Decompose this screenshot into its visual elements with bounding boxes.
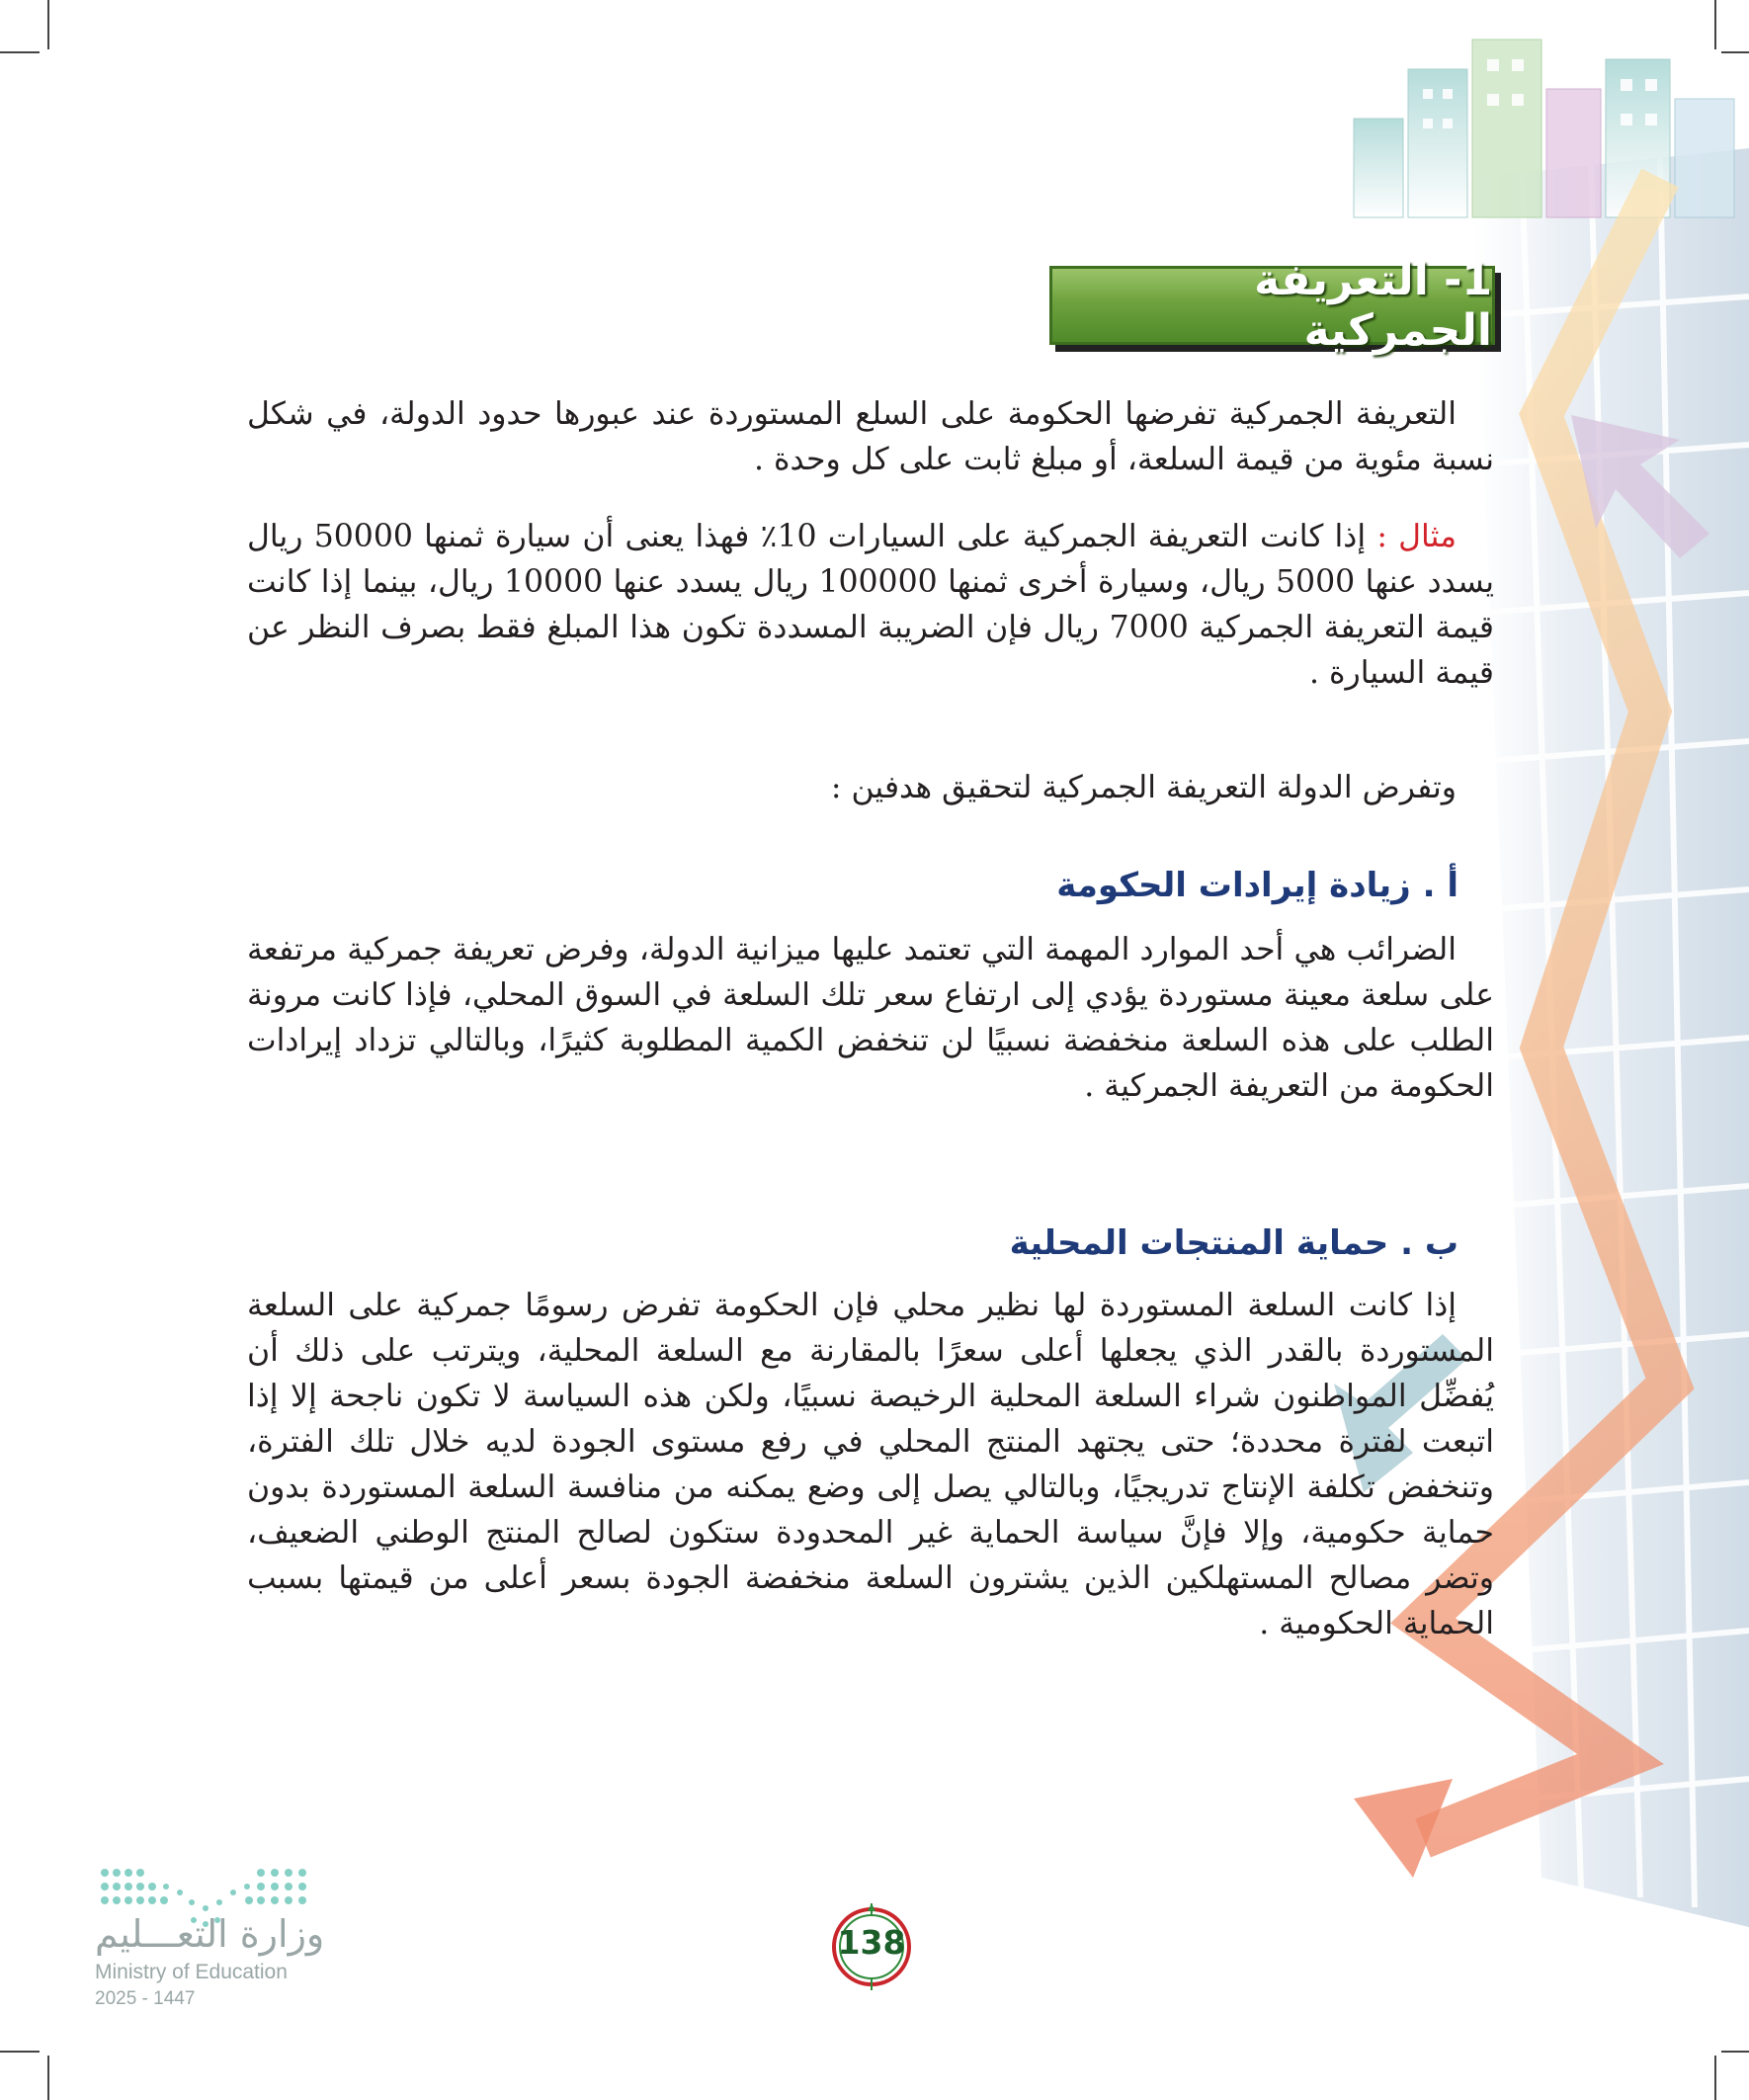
ministry-name-en: Ministry of Education <box>95 1961 288 1983</box>
example-paragraph <box>247 514 1494 696</box>
goal-a-text: الضرائب هي أحد الموارد المهمة التي تعتمد عليها ميزانية الدولة، وفرض تعريفة جمركية مرتفعة على سلعة معينة مستوردة يؤدي إلى ارتفاع سعر تلك السلعة في السوق المحلي، فإذا كانت مرونة الطلب على هذه السلعة منخفضة نسبيًا لن تنخفض الكمية المطلوبة كثيرًا، وبالتالي تزداد إيرادات الحكومة من التعريفة الجمركية . <box>247 932 1494 1104</box>
intro-text: التعريفة الجمركية تفرضها الحكومة على السلع المستوردة عند عبورها حدود الدولة، في شكل نسبة مئوية من قيمة السلعة، أو مبلغ ثابت على كل وحدة . <box>247 396 1494 477</box>
example-label: مثال : <box>1376 519 1458 554</box>
goal-b-paragraph <box>247 1283 1494 1646</box>
goals-sentence <box>247 765 1494 810</box>
goal-a-heading: أ . زيادة إيرادات الحكومة <box>1056 866 1458 905</box>
edition-year: 2025 - 1447 <box>95 1988 196 2009</box>
section-title: 1- التعريفة الجمركية <box>1254 255 1492 356</box>
goals-text: وتفرض الدولة التعريفة الجمركية لتحقيق هدفين : <box>830 770 1457 805</box>
example-text: إذا كانت التعريفة الجمركية على السيارات 10٪ فهذا يعنى أن سيارة ثمنها 50000 ريال يسدد عنها 5000 ريال، وسيارة أخرى ثمنها 100000 ريال يسدد عنها 10000 ريال، بينما إذا كانت قيمة التعريفة الجمركية 7000 ريال فإن الضريبة المسددة تكون هذا المبلغ فقط بصرف النظر عن قيمة السيارة . <box>247 519 1494 691</box>
intro-paragraph <box>247 391 1494 482</box>
section-title-box <box>1049 255 1495 356</box>
goal-b-heading: ب . حماية المنتجات المحلية <box>1009 1223 1458 1263</box>
goal-a-paragraph <box>247 927 1494 1109</box>
ministry-name-ar: وزارة التعـــليم <box>95 1912 325 1956</box>
goal-b-text: إذا كانت السلعة المستوردة لها نظير محلي فإن الحكومة تفرض رسومًا جمركية على السلعة المستوردة بالقدر الذي يجعلها أعلى سعرًا بالمقارنة مع السلعة المحلية، ويترتب على ذلك أن يُفضِّل المواطنون شراء السلعة المحلية الرخيصة نسبيًا، ولكن هذه السياسة لا تكون ناجحة إلا إذا اتبعت لفترة محددة؛ حتى يجتهد المنتج المحلي في رفع مستوى الجودة لديه خلال تلك الفترة، وتنخفض تكلفة الإنتاج تدريجيًا، وبالتالي يصل إلى وضع يمكنه من منافسة السلعة المستوردة بدون حماية حكومية، وإلا فإنَّ سياسة الحماية غير المحدودة ستكون لصالح المنتج الوطني الضعيف، وتضر مصالح المستهلكين الذين يشترون السلعة منخفضة الجودة بسعر أعلى من قيمتها بسبب الحماية الحكومية . <box>247 1288 1494 1641</box>
page-number: 138 <box>837 1923 906 1962</box>
